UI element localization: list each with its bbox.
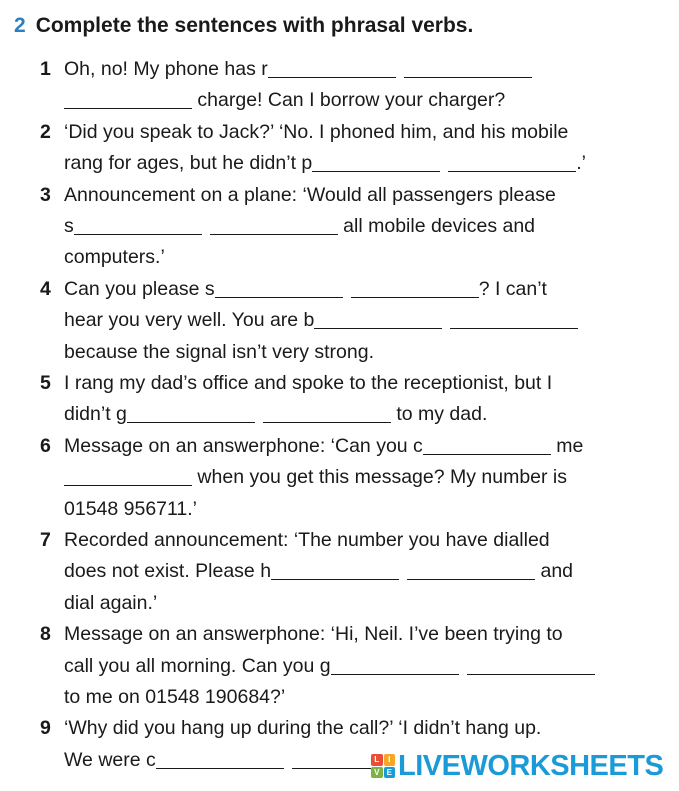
answer-blank[interactable] bbox=[450, 327, 578, 329]
question-line bbox=[64, 148, 586, 178]
question-line bbox=[64, 211, 535, 241]
question-text: ‘Did you speak to Jack?’ ‘No. I phoned him, and his mobile bbox=[64, 120, 569, 143]
answer-blank[interactable] bbox=[351, 296, 479, 298]
answer-blank[interactable] bbox=[64, 107, 192, 109]
question-text: and bbox=[540, 560, 574, 583]
answer-blank[interactable] bbox=[407, 578, 535, 580]
question-line bbox=[64, 54, 532, 84]
question-line bbox=[64, 682, 285, 712]
question-number: 5 bbox=[40, 372, 51, 394]
question-text: dial again.’ bbox=[64, 591, 158, 614]
question-number: 6 bbox=[40, 434, 51, 457]
question-text: me bbox=[556, 434, 584, 457]
question-line bbox=[64, 399, 487, 429]
question-text: We were c bbox=[64, 748, 156, 771]
question-text: all mobile devices and bbox=[343, 215, 536, 237]
answer-blank[interactable] bbox=[215, 296, 343, 298]
question-line bbox=[64, 713, 541, 743]
answer-blank[interactable] bbox=[467, 673, 595, 675]
logo-text: LIVEWORKSHEETS bbox=[398, 749, 664, 782]
question-number: 7 bbox=[40, 529, 51, 551]
answer-blank[interactable] bbox=[448, 170, 576, 172]
answer-blank[interactable] bbox=[312, 170, 440, 172]
question-line bbox=[64, 305, 578, 335]
question-line bbox=[64, 274, 547, 304]
answer-blank[interactable] bbox=[156, 767, 284, 769]
logo-mark-letter: I bbox=[384, 754, 396, 766]
question-line bbox=[64, 180, 556, 210]
question-line bbox=[64, 525, 550, 555]
answer-blank[interactable] bbox=[127, 421, 255, 423]
question-number: 4 bbox=[40, 277, 51, 300]
question-text: hear you very well. You are b bbox=[64, 309, 315, 332]
question-text: Oh, no! My phone has r bbox=[64, 58, 268, 80]
question-line bbox=[64, 85, 505, 115]
question-line bbox=[64, 368, 552, 398]
answer-blank[interactable] bbox=[210, 233, 338, 235]
answer-blank[interactable] bbox=[404, 76, 532, 78]
logo-mark-letter: E bbox=[384, 767, 396, 779]
question-line bbox=[64, 462, 567, 492]
question-line bbox=[64, 337, 374, 367]
question-text: ‘Why did you hang up during the call?’ ‘I didn’t hang up. bbox=[64, 717, 542, 740]
question-line bbox=[64, 494, 197, 524]
answer-blank[interactable] bbox=[331, 673, 459, 675]
question-text: s bbox=[64, 215, 74, 237]
question-number: 1 bbox=[40, 58, 51, 80]
answer-blank[interactable] bbox=[263, 421, 391, 423]
question-line bbox=[64, 588, 157, 618]
question-line bbox=[64, 242, 165, 272]
question-text: Message on an answerphone: ‘Can you c bbox=[64, 434, 423, 457]
logo-mark-letter: V bbox=[371, 767, 383, 779]
question-line bbox=[64, 619, 563, 649]
question-text: call you all morning. Can you g bbox=[64, 654, 331, 677]
question-line bbox=[64, 117, 568, 147]
answer-blank[interactable] bbox=[64, 484, 192, 486]
answer-blank[interactable] bbox=[271, 578, 399, 580]
question-text: Can you please s bbox=[64, 277, 215, 300]
question-text: Announcement on a plane: ‘Would all passengers please bbox=[64, 183, 556, 206]
question-number: 2 bbox=[40, 120, 51, 143]
question-text: .’ bbox=[576, 152, 587, 175]
exercise-number: 2 bbox=[14, 14, 26, 37]
question-line bbox=[64, 556, 573, 586]
question-number: 3 bbox=[40, 183, 51, 206]
question-text: when you get this message? My number is bbox=[197, 466, 568, 489]
answer-blank[interactable] bbox=[74, 233, 202, 235]
question-text: 01548 956711.’ bbox=[64, 497, 198, 520]
question-text: Recorded announcement: ‘The number you have dialled bbox=[64, 529, 550, 551]
question-text: charge! Can I borrow your charger? bbox=[197, 89, 506, 112]
question-number: 8 bbox=[40, 623, 51, 646]
exercise-title: Complete the sentences with phrasal verbs. bbox=[35, 14, 474, 37]
question-text: because the signal isn’t very strong. bbox=[64, 340, 375, 363]
question-line bbox=[64, 431, 583, 461]
question-line bbox=[64, 651, 595, 681]
question-text: I rang my dad’s office and spoke to the receptionist, but I bbox=[64, 372, 553, 394]
answer-blank[interactable] bbox=[268, 76, 396, 78]
liveworksheets-logo bbox=[371, 748, 669, 784]
question-line bbox=[64, 745, 420, 775]
question-text: rang for ages, but he didn’t p bbox=[64, 152, 313, 175]
question-text: Message on an answerphone: ‘Hi, Neil. I’ve been trying to bbox=[64, 623, 563, 646]
answer-blank[interactable] bbox=[314, 327, 442, 329]
question-text: ? I can’t bbox=[478, 277, 547, 300]
question-text: to me on 01548 190684?’ bbox=[64, 686, 286, 708]
answer-blank[interactable] bbox=[423, 453, 551, 455]
question-number: 9 bbox=[40, 717, 51, 740]
exercise-heading bbox=[14, 14, 473, 38]
question-text: computers.’ bbox=[64, 246, 165, 269]
question-text: didn’t g bbox=[64, 403, 127, 426]
logo-mark-icon bbox=[371, 754, 395, 778]
question-text: does not exist. Please h bbox=[64, 560, 272, 583]
question-text: to my dad. bbox=[396, 403, 488, 426]
logo-mark-letter: L bbox=[371, 754, 383, 766]
